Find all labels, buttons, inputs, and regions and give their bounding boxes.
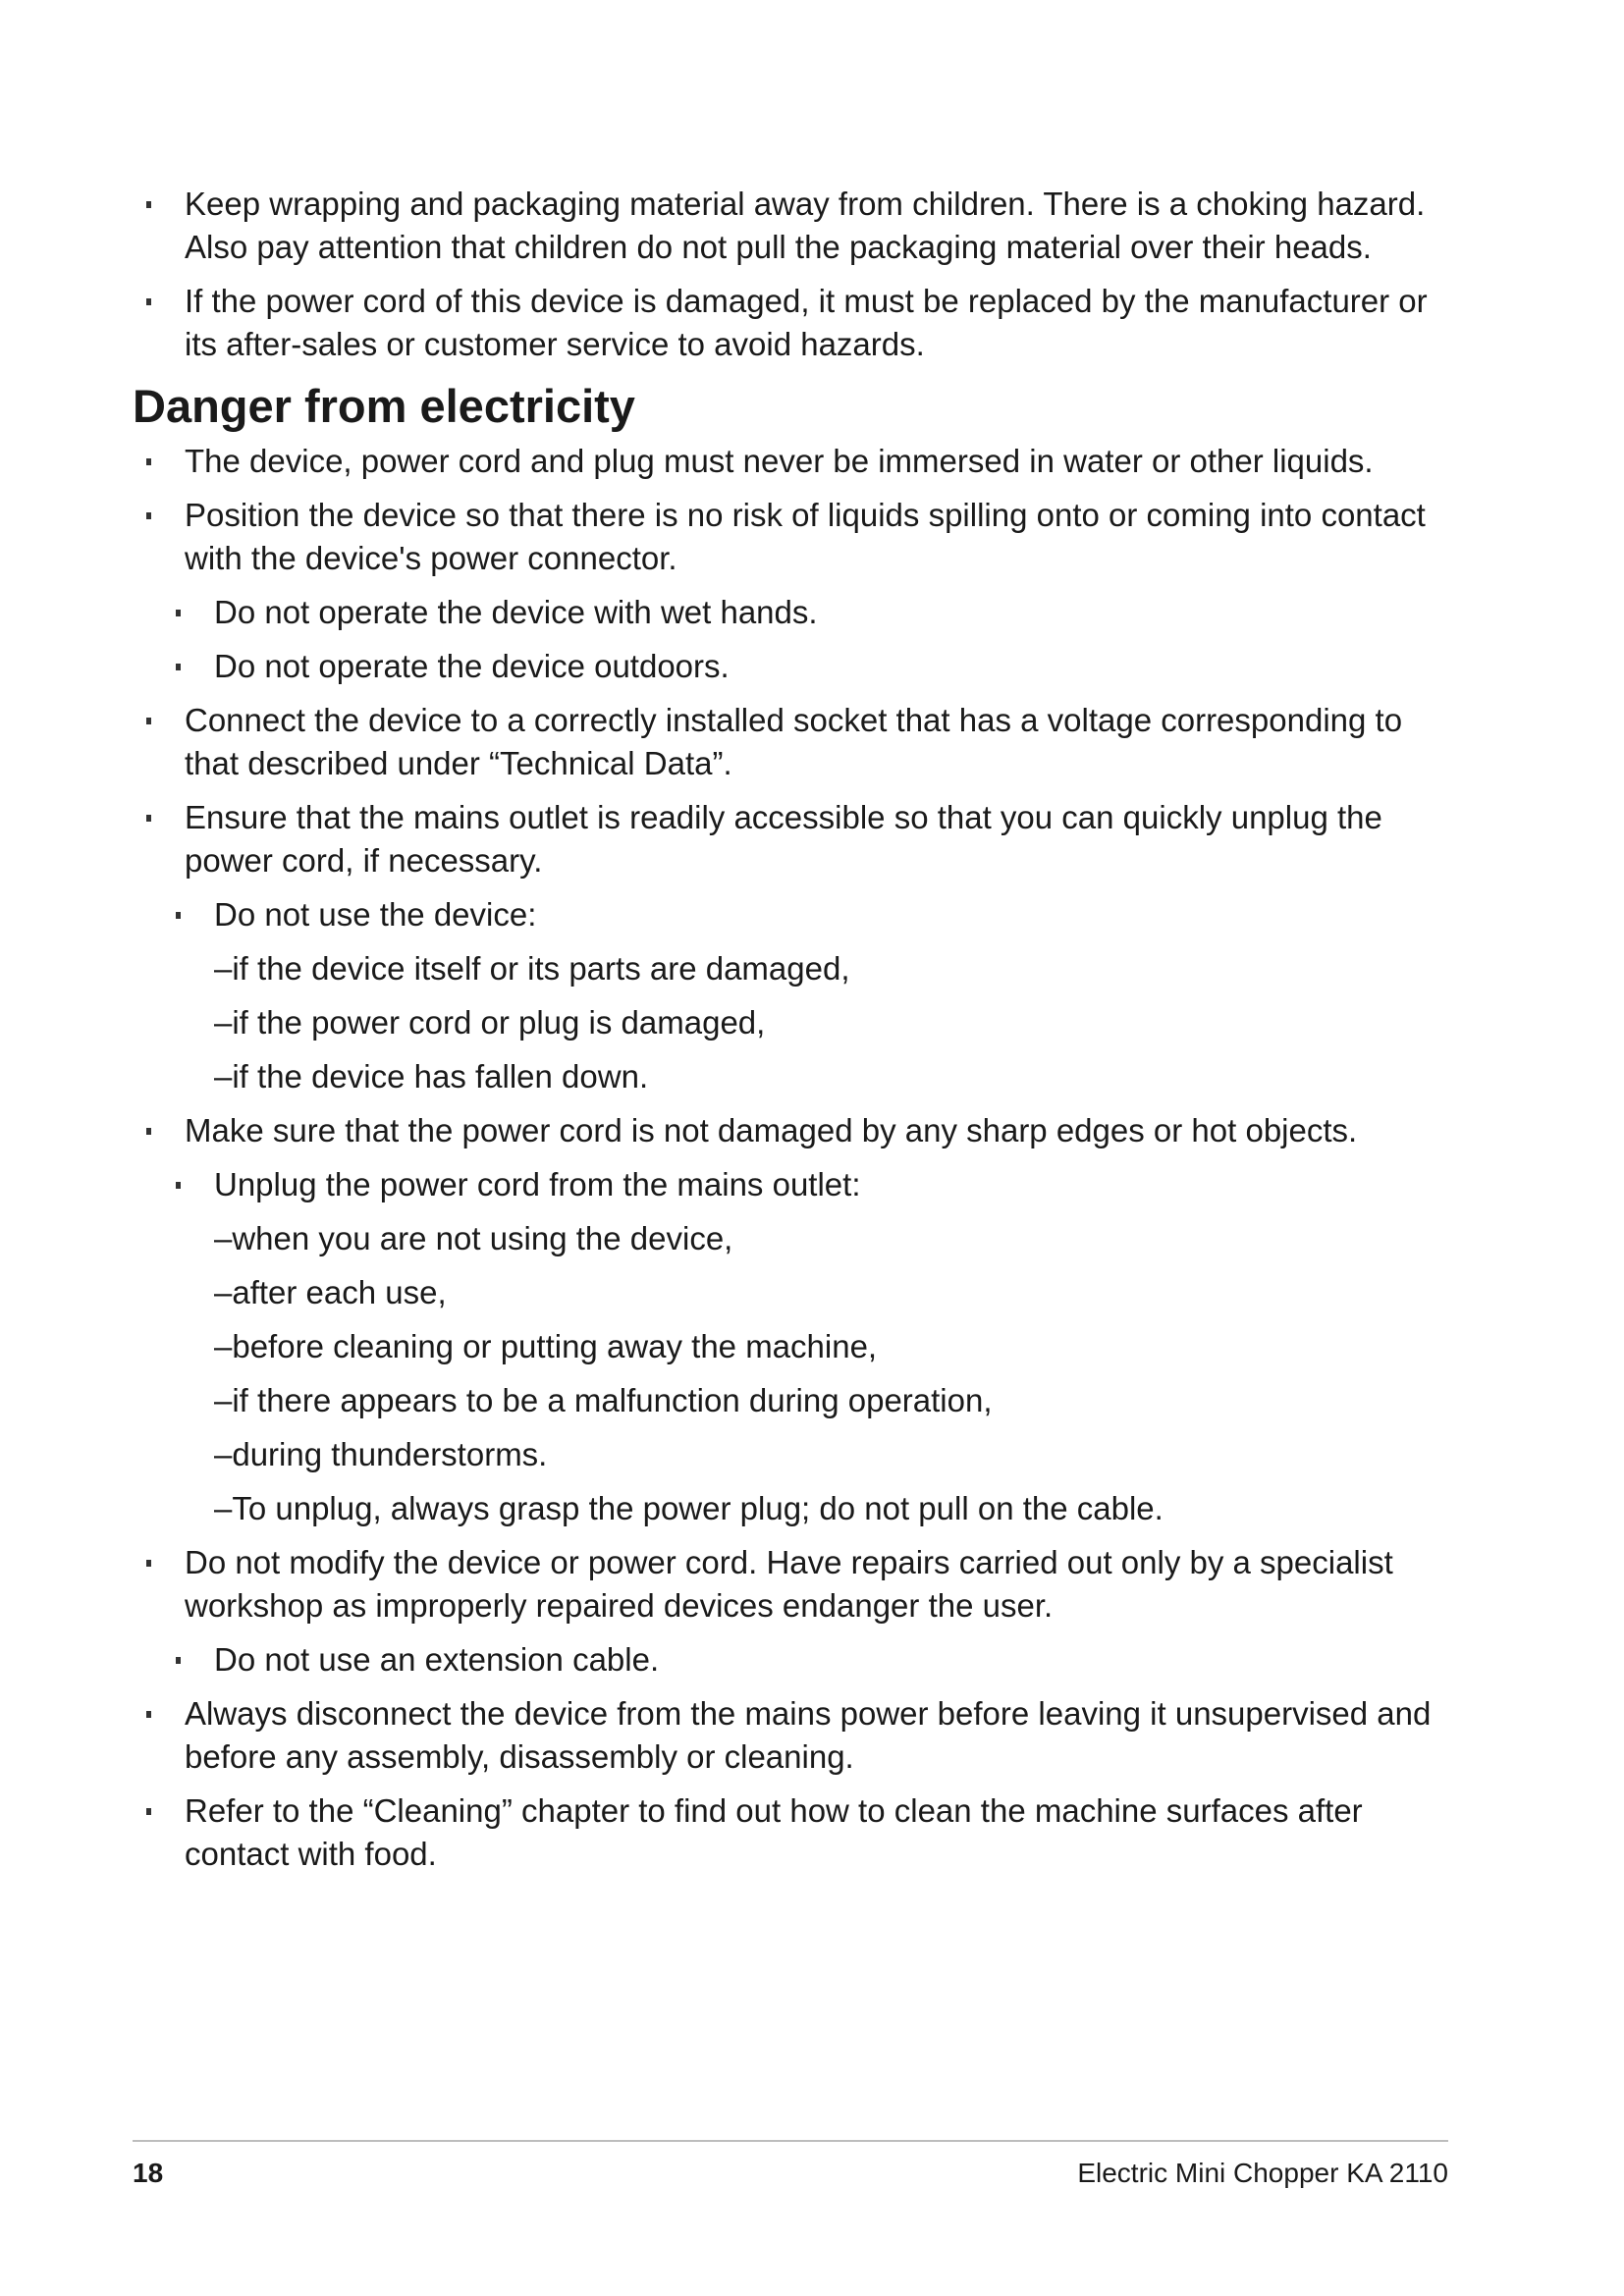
list-item-text: Do not operate the device outdoors. bbox=[214, 648, 730, 684]
list-item-text: Keep wrapping and packaging material away from children. There is a choking hazard. Also pay attention that children do not pull the packaging material over their heads. bbox=[185, 186, 1426, 265]
sub-list-item: –when you are not using the device, bbox=[214, 1220, 733, 1256]
list-item-text: Ensure that the mains outlet is readily accessible so that you can quickly unplug the power cord, if necessary. bbox=[185, 799, 1382, 879]
footer-divider bbox=[133, 2140, 1448, 2142]
list-item-text: The device, power cord and plug must never be immersed in water or other liquids. bbox=[185, 443, 1374, 479]
list-item-text: Connect the device to a correctly installed socket that has a voltage corresponding to that described under “Technical Data”. bbox=[185, 702, 1403, 781]
square-bullet-icon bbox=[146, 1560, 151, 1567]
list-item bbox=[133, 645, 1448, 688]
list-item-text: Do not use the device: bbox=[214, 896, 537, 933]
list-item bbox=[133, 1692, 1448, 1779]
electricity-safety-list-final bbox=[133, 1541, 1448, 1876]
intro-safety-list bbox=[133, 183, 1448, 366]
square-bullet-icon bbox=[146, 815, 151, 822]
list-item-text: Make sure that the power cord is not damaged by any sharp edges or hot objects. bbox=[185, 1112, 1358, 1148]
list-item bbox=[133, 591, 1448, 634]
square-bullet-icon bbox=[146, 1711, 151, 1718]
list-item bbox=[133, 1789, 1448, 1876]
square-bullet-icon bbox=[176, 664, 181, 670]
list-item-text: Do not modify the device or power cord. Have repairs carried out only by a specialist workshop as improperly repaired devices endanger the user. bbox=[185, 1544, 1393, 1624]
square-bullet-icon bbox=[146, 298, 151, 305]
electricity-safety-list bbox=[133, 440, 1448, 936]
electricity-safety-list-continued bbox=[133, 1109, 1448, 1206]
list-item-text: If the power cord of this device is damaged, it must be replaced by the manufacturer or its after-sales or customer service to avoid hazards. bbox=[185, 283, 1428, 362]
list-item-text: Do not operate the device with wet hands. bbox=[214, 594, 818, 630]
sub-list-item: –after each use, bbox=[214, 1274, 447, 1310]
sub-list-item: –if the device itself or its parts are damaged, bbox=[214, 950, 850, 987]
list-item bbox=[133, 1163, 1448, 1206]
unplug-sublist bbox=[133, 1217, 1448, 1530]
square-bullet-icon bbox=[176, 1657, 181, 1664]
footer-product-title: Electric Mini Chopper KA 2110 bbox=[1077, 2158, 1448, 2188]
sub-list-item: –before cleaning or putting away the machine, bbox=[214, 1328, 878, 1364]
list-item-text: Refer to the “Cleaning” chapter to find out how to clean the machine surfaces after contact with food. bbox=[185, 1792, 1363, 1872]
square-bullet-icon bbox=[176, 1182, 181, 1189]
sub-list-item: –if the power cord or plug is damaged, bbox=[214, 1004, 766, 1041]
list-item-text: Always disconnect the device from the mains power before leaving it unsupervised and before any assembly, disassembly or cleaning. bbox=[185, 1695, 1432, 1775]
list-item bbox=[133, 280, 1448, 366]
square-bullet-icon bbox=[146, 1808, 151, 1815]
list-item-text: Position the device so that there is no risk of liquids spilling onto or coming into contact with the device's power connector. bbox=[185, 497, 1426, 576]
square-bullet-icon bbox=[146, 718, 151, 724]
do-not-use-sublist bbox=[133, 947, 1448, 1098]
sub-list-item: –if there appears to be a malfunction during operation, bbox=[214, 1382, 993, 1418]
list-item bbox=[133, 1541, 1448, 1628]
section-heading: Danger from electricity bbox=[133, 380, 635, 432]
list-item bbox=[133, 1638, 1448, 1682]
page-content bbox=[133, 183, 1448, 1887]
list-item-text: Unplug the power cord from the mains outlet: bbox=[214, 1166, 861, 1202]
square-bullet-icon bbox=[146, 1128, 151, 1135]
sub-list-item: –if the device has fallen down. bbox=[214, 1058, 649, 1095]
sub-list-item: –To unplug, always grasp the power plug; do not pull on the cable. bbox=[214, 1490, 1164, 1526]
list-item bbox=[133, 1109, 1448, 1152]
square-bullet-icon bbox=[176, 610, 181, 616]
list-item bbox=[133, 494, 1448, 580]
square-bullet-icon bbox=[146, 201, 151, 208]
sub-list-item: –during thunderstorms. bbox=[214, 1436, 548, 1472]
list-item bbox=[133, 893, 1448, 936]
list-item-text: Do not use an extension cable. bbox=[214, 1641, 660, 1678]
square-bullet-icon bbox=[176, 912, 181, 919]
list-item bbox=[133, 183, 1448, 269]
list-item bbox=[133, 699, 1448, 785]
square-bullet-icon bbox=[146, 512, 151, 519]
list-item bbox=[133, 796, 1448, 882]
square-bullet-icon bbox=[146, 458, 151, 465]
page-number: 18 bbox=[133, 2158, 164, 2188]
list-item bbox=[133, 440, 1448, 483]
